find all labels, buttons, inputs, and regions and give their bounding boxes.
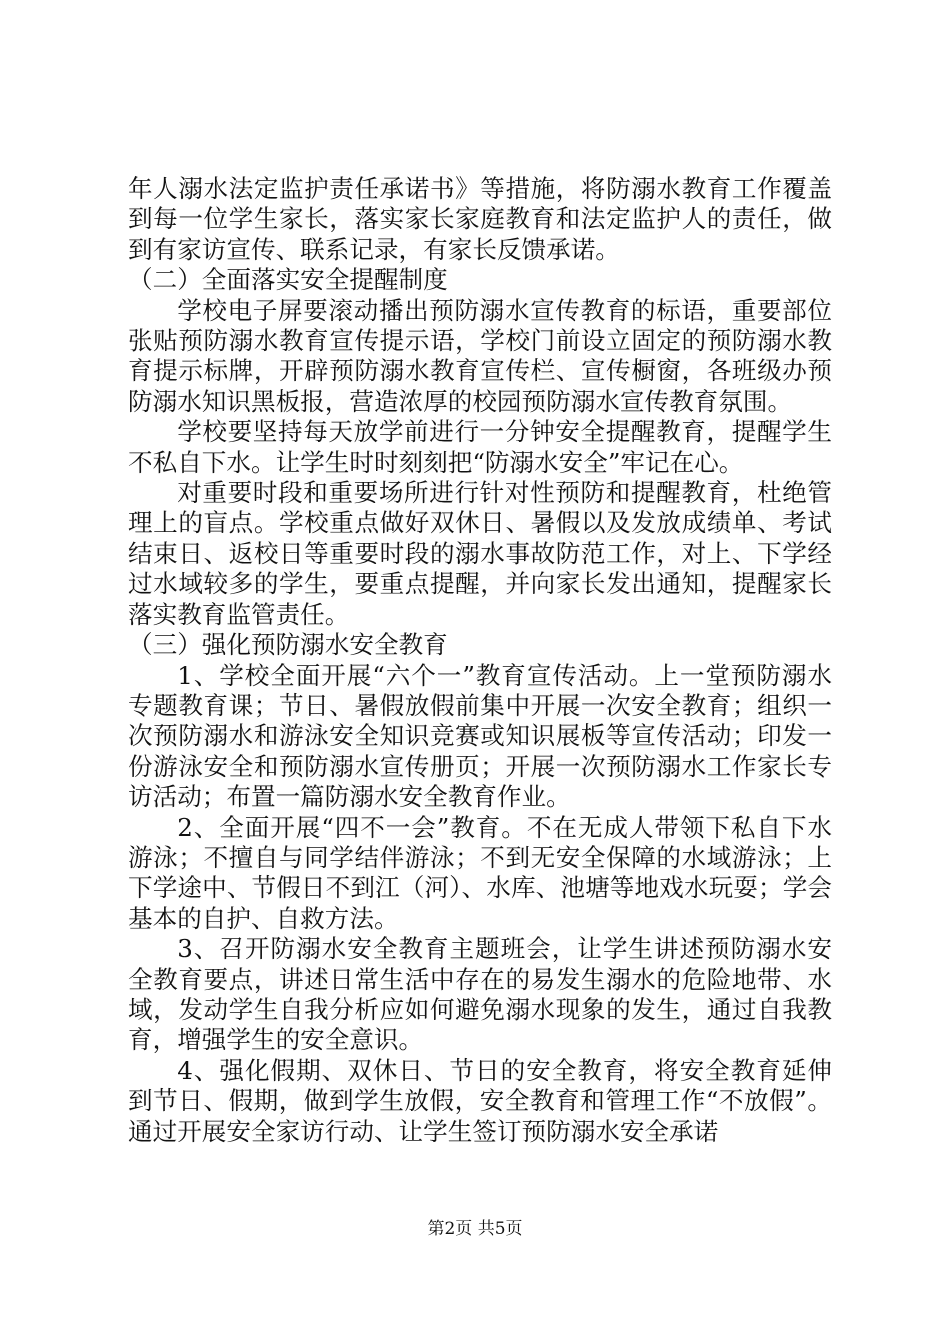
paragraph: 学校要坚持每天放学前进行一分钟安全提醒教育，提醒学生不私自下水。让学生时时刻刻把“防溺水安全”牢记在心。 <box>128 417 832 477</box>
paragraph: 对重要时段和重要场所进行针对性预防和提醒教育，杜绝管理上的盲点。学校重点做好双休日、暑假以及发放成绩单、考试结束日、返校日等重要时段的溺水事故防范工作，对上、下学经过水域较多的学生，要重点提醒，并向家长发出通知，提醒家长落实教育监管责任。 <box>128 478 832 629</box>
page-footer: 第2页 共5页 <box>427 1219 523 1239</box>
paragraph: 4、强化假期、双休日、节日的安全教育，将安全教育延伸到节日、假期，做到学生放假，安全教育和管理工作“不放假”。通过开展安全家访行动、让学生签订预防溺水安全承诺 <box>128 1055 832 1146</box>
section-heading-2: （二）全面落实安全提醒制度 <box>128 265 448 295</box>
paragraph: 学校电子屏要滚动播出预防溺水宣传教育的标语，重要部位张贴预防溺水教育宣传提示语，学校门前设立固定的预防溺水教育提示标牌，开辟预防溺水教育宣传栏、宣传橱窗，各班级办预防溺水知识黑板报，营造浓厚的校园预防溺水宣传教育氛围。 <box>128 295 832 416</box>
document-body <box>128 174 832 1147</box>
paragraph: 1、学校全面开展“六个一”教育宣传活动。上一堂预防溺水专题教育课；节日、暑假放假前集中开展一次安全教育；组织一次预防溺水和游泳安全知识竞赛或知识展板等宣传活动；印发一份游泳安全和预防溺水宣传册页；开展一次预防溺水工作家长专访活动；布置一篇防溺水安全教育作业。 <box>128 660 832 812</box>
paragraph: 3、召开防溺水安全教育主题班会，让学生讲述预防溺水安全教育要点，讲述日常生活中存在的易发生溺水的危险地带、水域，发动学生自我分析应如何避免溺水现象的发生，通过自我教育，增强学生的安全意识。 <box>128 934 832 1055</box>
section-heading-3: （三）强化预防溺水安全教育 <box>128 630 448 660</box>
paragraph: 2、全面开展“四不一会”教育。不在无成人带领下私自下水游泳；不擅自与同学结伴游泳；不到无安全保障的水域游泳；上下学途中、节假日不到江（河）、水库、池塘等地戏水玩耍；学会基本的自护、自救方法。 <box>128 812 832 933</box>
paragraph-continued: 年人溺水法定监护责任承诺书》等措施，将防溺水教育工作覆盖到每一位学生家长，落实家长家庭教育和法定监护人的责任，做到有家访宣传、联系记录，有家长反馈承诺。 <box>128 174 832 264</box>
